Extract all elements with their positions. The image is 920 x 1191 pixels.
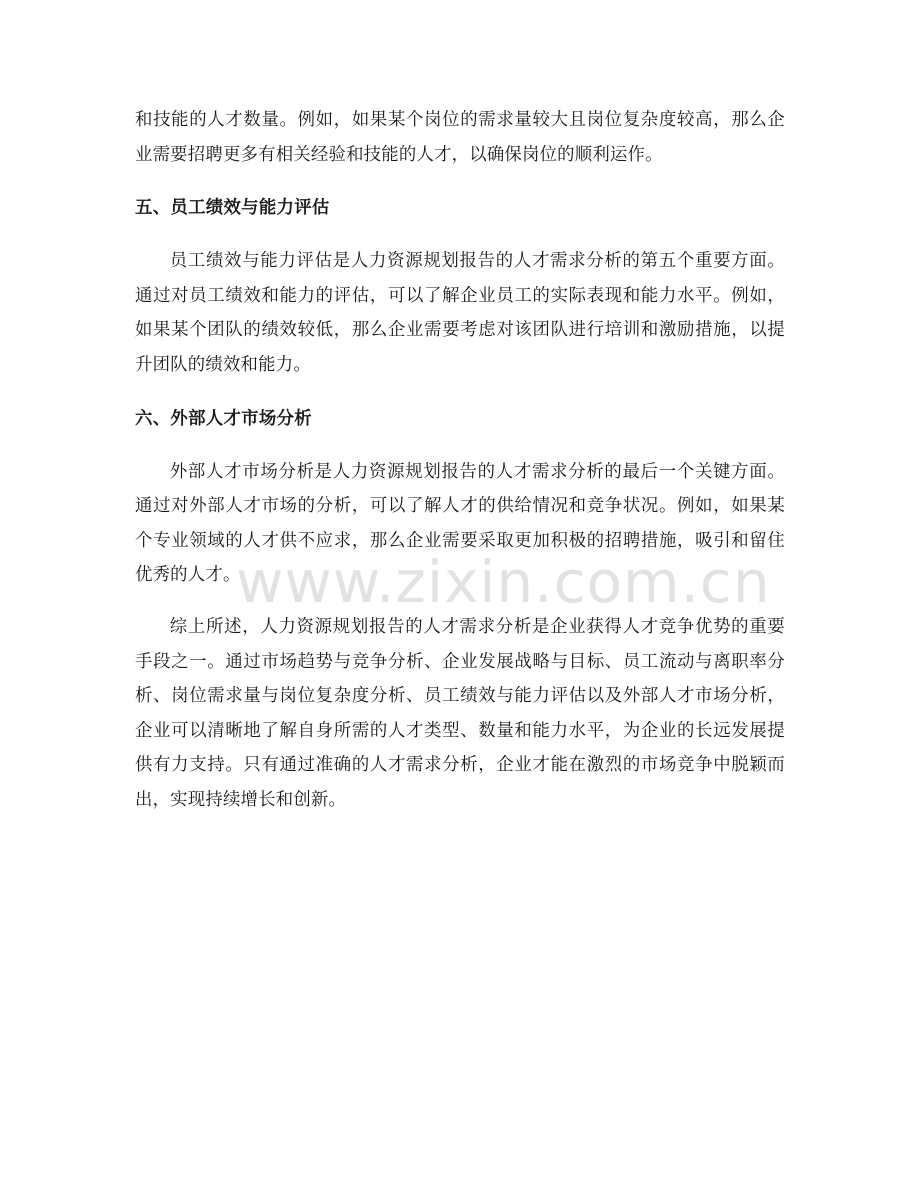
paragraph-continuation: 和技能的人才数量。例如，如果某个岗位的需求量较大且岗位复杂度较高，那么企业需要招聘更多有相关经验和技能的人才，以确保岗位的顺利运作。 <box>135 110 785 165</box>
section-heading-6: 六、外部人才市场分析 <box>135 408 312 429</box>
section-6-paragraph: 外部人才市场分析是人力资源规划报告的人才需求分析的最后一个关键方面。通过对外部人才市场的分析，可以了解人才的供给情况和竞争状况。例如，如果某个专业领域的人才供不应求，那么企业需要采取更加积极的招聘措施，吸引和留住优秀的人才。 <box>135 461 785 586</box>
watermark-text: www.zixin.com.cn <box>236 548 771 616</box>
section-5-paragraph: 员工绩效与能力评估是人力资源规划报告的人才需求分析的第五个重要方面。通过对员工绩效和能力的评估，可以了解企业员工的实际表现和能力水平。例如，如果某个团队的绩效较低，那么企业需要考虑对该团队进行培训和激励措施，以提升团队的绩效和能力。 <box>135 251 785 375</box>
document-page <box>135 103 785 818</box>
conclusion-paragraph: 综上所述，人力资源规划报告的人才需求分析是企业获得人才竞争优势的重要手段之一。通过市场趋势与竞争分析、企业发展战略与目标、员工流动与离职率分析、岗位需求量与岗位复杂度分析、员工绩效与能力评估以及外部人才市场分析，企业可以清晰地了解自身所需的人才类型、数量和能力水平，为企业的长远发展提供有力支持。只有通过准确的人才需求分析，企业才能在激烈的市场竞争中脱颖而出，实现持续增长和创新。 <box>135 616 785 810</box>
section-heading-5: 五、员工绩效与能力评估 <box>135 198 330 219</box>
